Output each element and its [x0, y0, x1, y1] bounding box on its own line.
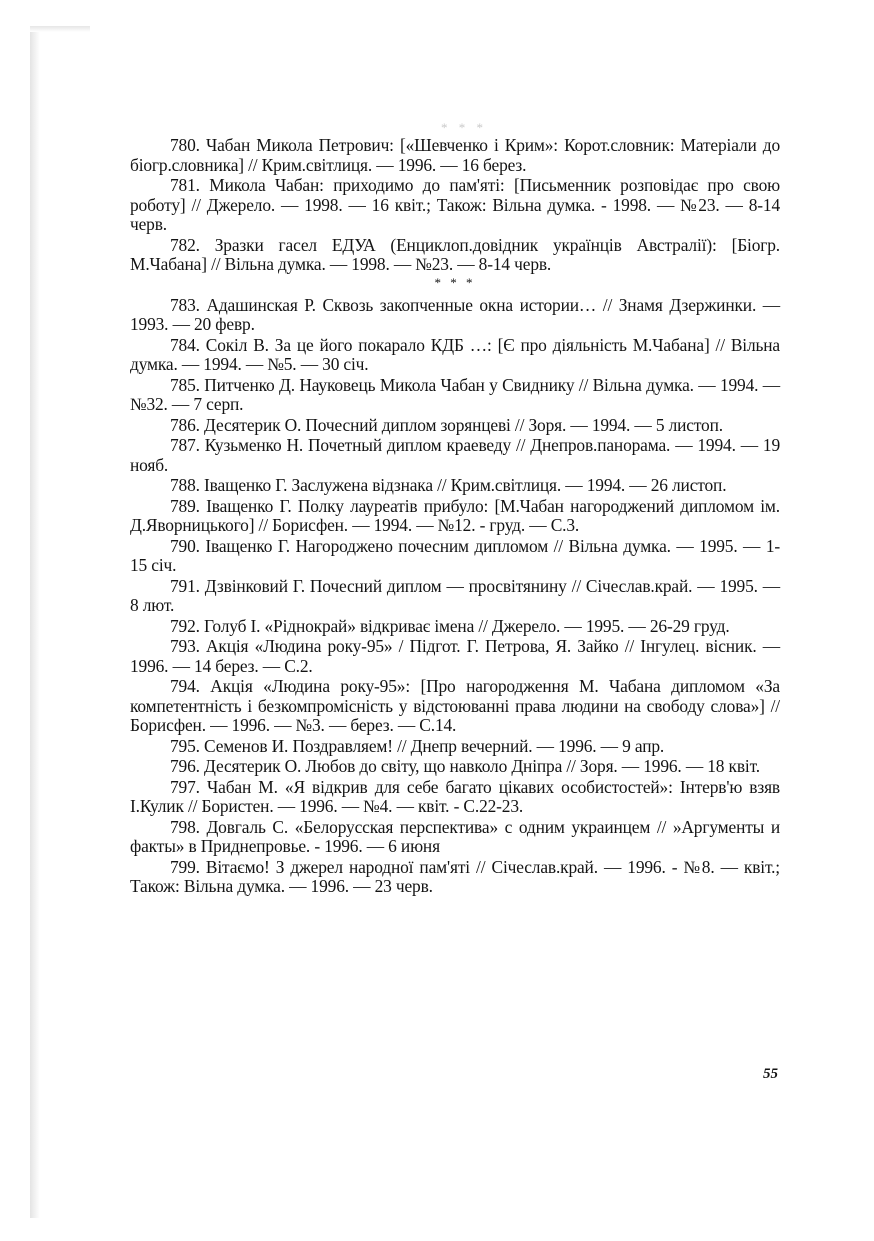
bibliography-entry: 789. Іващенко Г. Полку лауреатів прибуло: [М.Чабан нагороджений дипломом ім. Д.Яворницького] // Борисфен. — 1994. — №12. - груд. — С.3.	[130, 495, 780, 535]
bibliography-entry: 798. Довгаль С. «Белорусская перспектива» с одним украинцем // »Аргументы и факты» в Приднепровье. - 1996. — 6 июня	[130, 816, 780, 856]
page-number: 55	[763, 1066, 778, 1082]
top-separator: * * *	[441, 120, 487, 135]
bibliography-entry: 796. Десятерик О. Любов до світу, що навколо Дніпра // Зоря. — 1996. — 18 квіт.	[170, 756, 760, 776]
bibliography-entry: 794. Акція «Людина року-95»: [Про нагородження М. Чабана дипломом «За компетентність і безкомпромісність у відстоюванні права людини на свободу слова»] // Борисфен. — 1996. — №3. — берез. — С.14.	[130, 676, 780, 735]
scan-edge-shadow	[30, 28, 40, 1218]
bibliography-text	[130, 122, 780, 898]
bibliography-entry: 799. Вітаємо! З джерел народної пам'яті // Січеслав.край. — 1996. - №8. — квіт.; Також: Вільна думка. — 1996. — 23 черв.	[130, 856, 780, 896]
bibliography-entry: 784. Сокіл В. За це його покарало КДБ …: [Є про діяльність М.Чабана] // Вільна думка. — 1994. — №5. — 30 січ.	[130, 334, 780, 374]
bibliography-entry: 786. Десятерик О. Почесний диплом зорянцеві // Зоря. — 1994. — 5 листоп.	[170, 414, 723, 435]
section-separator: * * *	[434, 274, 476, 290]
bibliography-entry: 788. Іващенко Г. Заслужена відзнака // Крим.світлиця. — 1994. — 26 листоп.	[170, 475, 727, 495]
bibliography-entry: 790. Іващенко Г. Нагороджено почесним дипломом // Вільна думка. — 1995. — 1-15 січ.	[130, 535, 780, 575]
bibliography-entry: 782. Зразки гасел ЕДУА (Енциклоп.довідник українців Австралії): [Біогр. М.Чабана] // Вільна думка. — 1998. — №23. — 8-14 черв.	[130, 234, 780, 274]
bibliography-entry: 793. Акція «Людина року-95» / Підгот. Г. Петрова, Я. Зайко // Інгулец. вісник. — 1996. — 14 берез. — С.2.	[130, 636, 780, 676]
bibliography-entry: 781. Микола Чабан: приходимо до пам'яті: [Письменник розповідає про свою роботу] // Джерело. — 1998. — 16 квіт.; Також: Вільна думка. - 1998. — №23. — 8-14 черв.	[130, 175, 780, 234]
bibliography-entry: 795. Семенов И. Поздравляем! // Днепр вечерний. — 1996. — 9 апр.	[170, 735, 665, 756]
scan-edge-top	[30, 26, 90, 32]
bibliography-entry: 791. Дзвінковий Г. Почесний диплом — просвітянину // Січеслав.край. — 1995. — 8 лют.	[130, 575, 780, 615]
entries-group-a	[130, 136, 780, 275]
bibliography-entry: 783. Адашинская Р. Сквозь закопченные окна истории… // Знамя Дзержинки. — 1993. — 20 февр.	[130, 294, 780, 334]
entries-group-b	[130, 296, 780, 897]
bibliography-entry: 797. Чабан М. «Я відкрив для себе багато цікавих особистостей»: Інтерв'ю взяв І.Кулик // Бористен. — 1996. — №4. — квіт. - С.22-23.	[130, 776, 780, 816]
bibliography-entry: 785. Питченко Д. Науковець Микола Чабан у Свиднику // Вільна думка. — 1994. — №32. — 7 серп.	[130, 374, 780, 414]
bibliography-entry: 792. Голуб І. «Ріднокрай» відкриває імена // Джерело. — 1995. — 26-29 груд.	[170, 615, 730, 636]
bibliography-entry: 787. Кузьменко Н. Почетный диплом краеведу // Днепров.панорама. — 1994. — 19 нояб.	[130, 435, 780, 475]
bibliography-entry: 780. Чабан Микола Петрович: [«Шевченко і Крим»: Корот.словник: Матеріали до біогр.словника] // Крим.світлиця. — 1996. — 16 берез.	[130, 135, 780, 175]
